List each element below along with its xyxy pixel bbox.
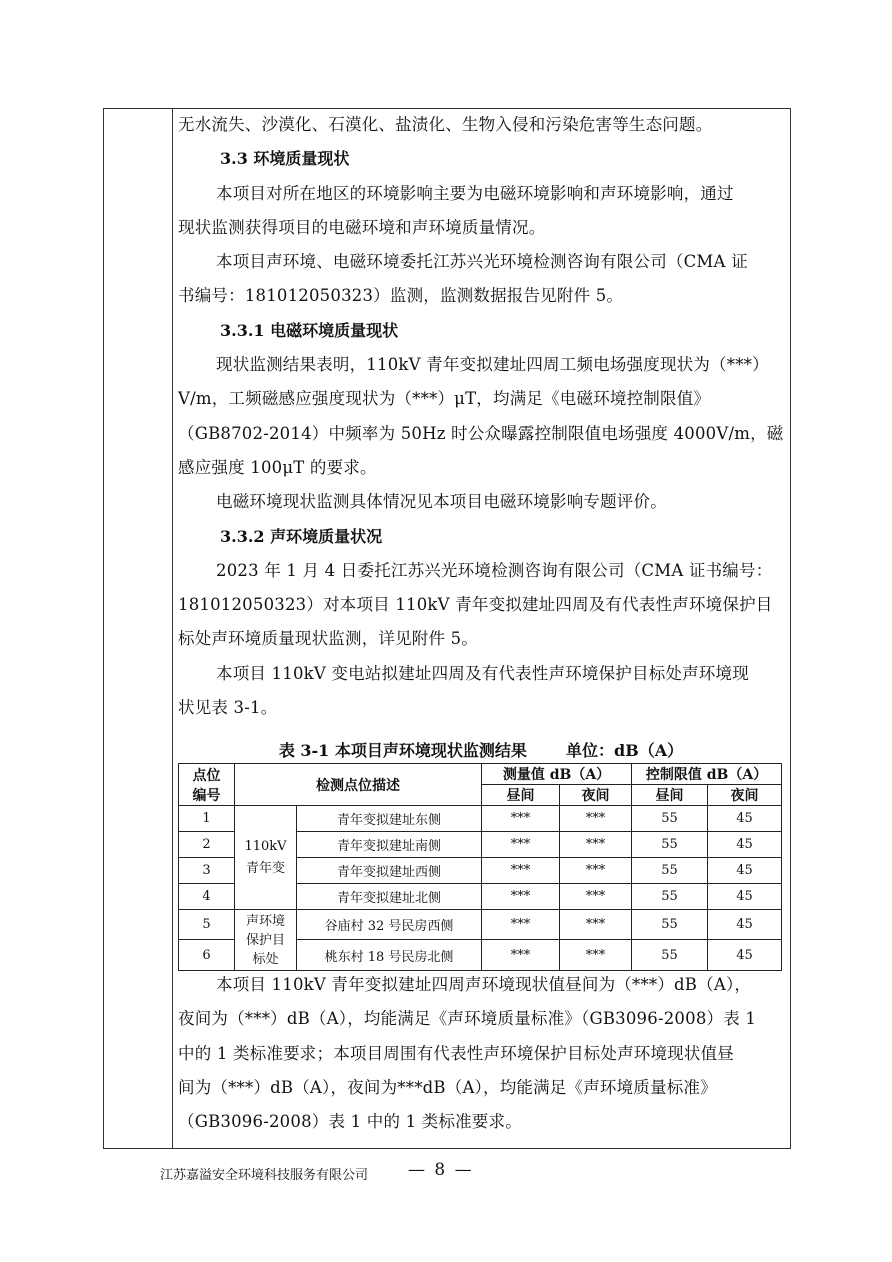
paragraph-line: 感应强度 100μT 的要求。 <box>178 457 377 477</box>
header-night: 夜间 <box>708 785 782 806</box>
cell-m-day: *** <box>482 806 560 832</box>
cell-l-day: 55 <box>632 884 708 910</box>
paragraph-line: V/m，工频磁感应强度现状为（***）μT，均满足《电磁环境控制限值》 <box>178 389 711 409</box>
paragraph-line: 本项目声环境、电磁环境委托江苏兴光环境检测咨询有限公司（CMA 证 <box>216 252 748 272</box>
paragraph-line: 181012050323）对本项目 110kV 青年变拟建址四周及有代表性声环境保护目 <box>178 595 773 615</box>
cell-m-night: *** <box>560 806 632 832</box>
cell-l-night: 45 <box>708 884 782 910</box>
section-heading-3-3: 3.3 环境质量现状 <box>220 149 350 169</box>
paragraph-line: 现状监测结果表明，110kV 青年变拟建址四周工频电场强度现状为（***） <box>216 355 769 375</box>
cell-desc: 青年变拟建址西侧 <box>297 858 482 884</box>
cell-desc: 青年变拟建址东侧 <box>297 806 482 832</box>
paragraph-line: （GB3096-2008）表 1 中的 1 类标准要求。 <box>178 1112 522 1132</box>
cell-m-night: *** <box>560 910 632 940</box>
frame-divider <box>172 109 173 1148</box>
body-text-bottom <box>178 968 784 1139</box>
header-night: 夜间 <box>560 785 632 806</box>
cell-no: 1 <box>179 806 235 832</box>
group-substation: 110kV 青年变 <box>235 806 297 910</box>
footer-company: 江苏嘉溢安全环境科技服务有限公司 <box>160 1168 369 1183</box>
cell-l-night: 45 <box>708 858 782 884</box>
cell-m-night: *** <box>560 884 632 910</box>
cell-m-day: *** <box>482 832 560 858</box>
cell-l-day: 55 <box>632 940 708 971</box>
header-desc: 检测点位描述 <box>235 764 482 806</box>
cell-l-day: 55 <box>632 858 708 884</box>
paragraph-line: 夜间为（***）dB（A），均能满足《声环境质量标准》（GB3096-2008）表 1 <box>178 1009 757 1029</box>
cell-m-day: *** <box>482 910 560 940</box>
paragraph-line: 中的 1 类标准要求；本项目周围有代表性声环境保护目标处声环境现状值昼 <box>178 1043 734 1063</box>
header-point-no: 点位 编号 <box>179 764 235 806</box>
section-heading-3-3-2: 3.3.2 声环境质量状况 <box>220 526 383 546</box>
cell-m-day: *** <box>482 940 560 971</box>
cell-l-day: 55 <box>632 910 708 940</box>
cell-desc: 桃东村 18 号民房北侧 <box>297 940 482 971</box>
group-sensitive-targets: 声环境 保护目 标处 <box>235 910 297 971</box>
cell-l-day: 55 <box>632 832 708 858</box>
cell-no: 4 <box>179 884 235 910</box>
cell-desc: 谷庙村 32 号民房西侧 <box>297 910 482 940</box>
cell-no: 2 <box>179 832 235 858</box>
paragraph-line: 间为（***）dB（A），夜间为***dB（A），均能满足《声环境质量标准》 <box>178 1077 717 1097</box>
header-limit: 控制限值 dB（A） <box>632 764 782 785</box>
cell-l-night: 45 <box>708 806 782 832</box>
paragraph-line: 电磁环境现状监测具体情况见本项目电磁环境影响专题评价。 <box>216 492 667 512</box>
paragraph-line: 本项目 110kV 变电站拟建址四周及有代表性声环境保护目标处声环境现 <box>216 663 749 683</box>
table-title: 表 3-1 本项目声环境现状监测结果 <box>278 741 527 760</box>
cell-m-day: *** <box>482 884 560 910</box>
cell-no: 5 <box>179 910 235 940</box>
table-row <box>179 806 782 832</box>
cell-no: 3 <box>179 858 235 884</box>
table-unit: 单位：dB（A） <box>566 741 684 760</box>
cell-m-night: *** <box>560 940 632 971</box>
header-day: 昼间 <box>632 785 708 806</box>
paragraph-line: 本项目对所在地区的环境影响主要为电磁环境影响和声环境影响，通过 <box>216 183 734 203</box>
cell-l-night: 45 <box>708 910 782 940</box>
paragraph-line: 书编号：181012050323）监测，监测数据报告见附件 5。 <box>178 286 624 306</box>
table-row <box>179 910 782 940</box>
body-text-top <box>178 108 784 725</box>
paragraph-line: 本项目 110kV 青年变拟建址四周声环境现状值昼间为（***）dB（A）， <box>216 975 752 994</box>
cell-l-night: 45 <box>708 832 782 858</box>
paragraph-line: 状见表 3-1。 <box>178 698 278 718</box>
paragraph-line: 现状监测获得项目的电磁环境和声环境质量情况。 <box>178 217 546 237</box>
cell-desc: 青年变拟建址南侧 <box>297 832 482 858</box>
header-day: 昼间 <box>482 785 560 806</box>
paragraph-line: 标处声环境质量现状监测，详见附件 5。 <box>178 629 479 649</box>
cell-m-night: *** <box>560 832 632 858</box>
cell-m-day: *** <box>482 858 560 884</box>
cell-l-night: 45 <box>708 940 782 971</box>
table-caption <box>178 739 784 763</box>
paragraph-line: 2023 年 1 月 4 日委托江苏兴光环境检测咨询有限公司（CMA 证书编号： <box>216 560 773 580</box>
cell-m-night: *** <box>560 858 632 884</box>
page-number: — 8 — <box>408 1160 474 1180</box>
noise-monitoring-table <box>178 763 782 971</box>
cell-desc: 青年变拟建址北侧 <box>297 884 482 910</box>
section-heading-3-3-1: 3.3.1 电磁环境质量现状 <box>220 320 399 340</box>
cell-no: 6 <box>179 940 235 971</box>
paragraph-line: 无水流失、沙漠化、石漠化、盐渍化、生物入侵和污染危害等生态问题。 <box>178 115 713 134</box>
paragraph-line: （GB8702-2014）中频率为 50Hz 时公众曝露控制限值电场强度 4000V/m，磁 <box>178 423 784 443</box>
cell-l-day: 55 <box>632 806 708 832</box>
header-measured: 测量值 dB（A） <box>482 764 632 785</box>
